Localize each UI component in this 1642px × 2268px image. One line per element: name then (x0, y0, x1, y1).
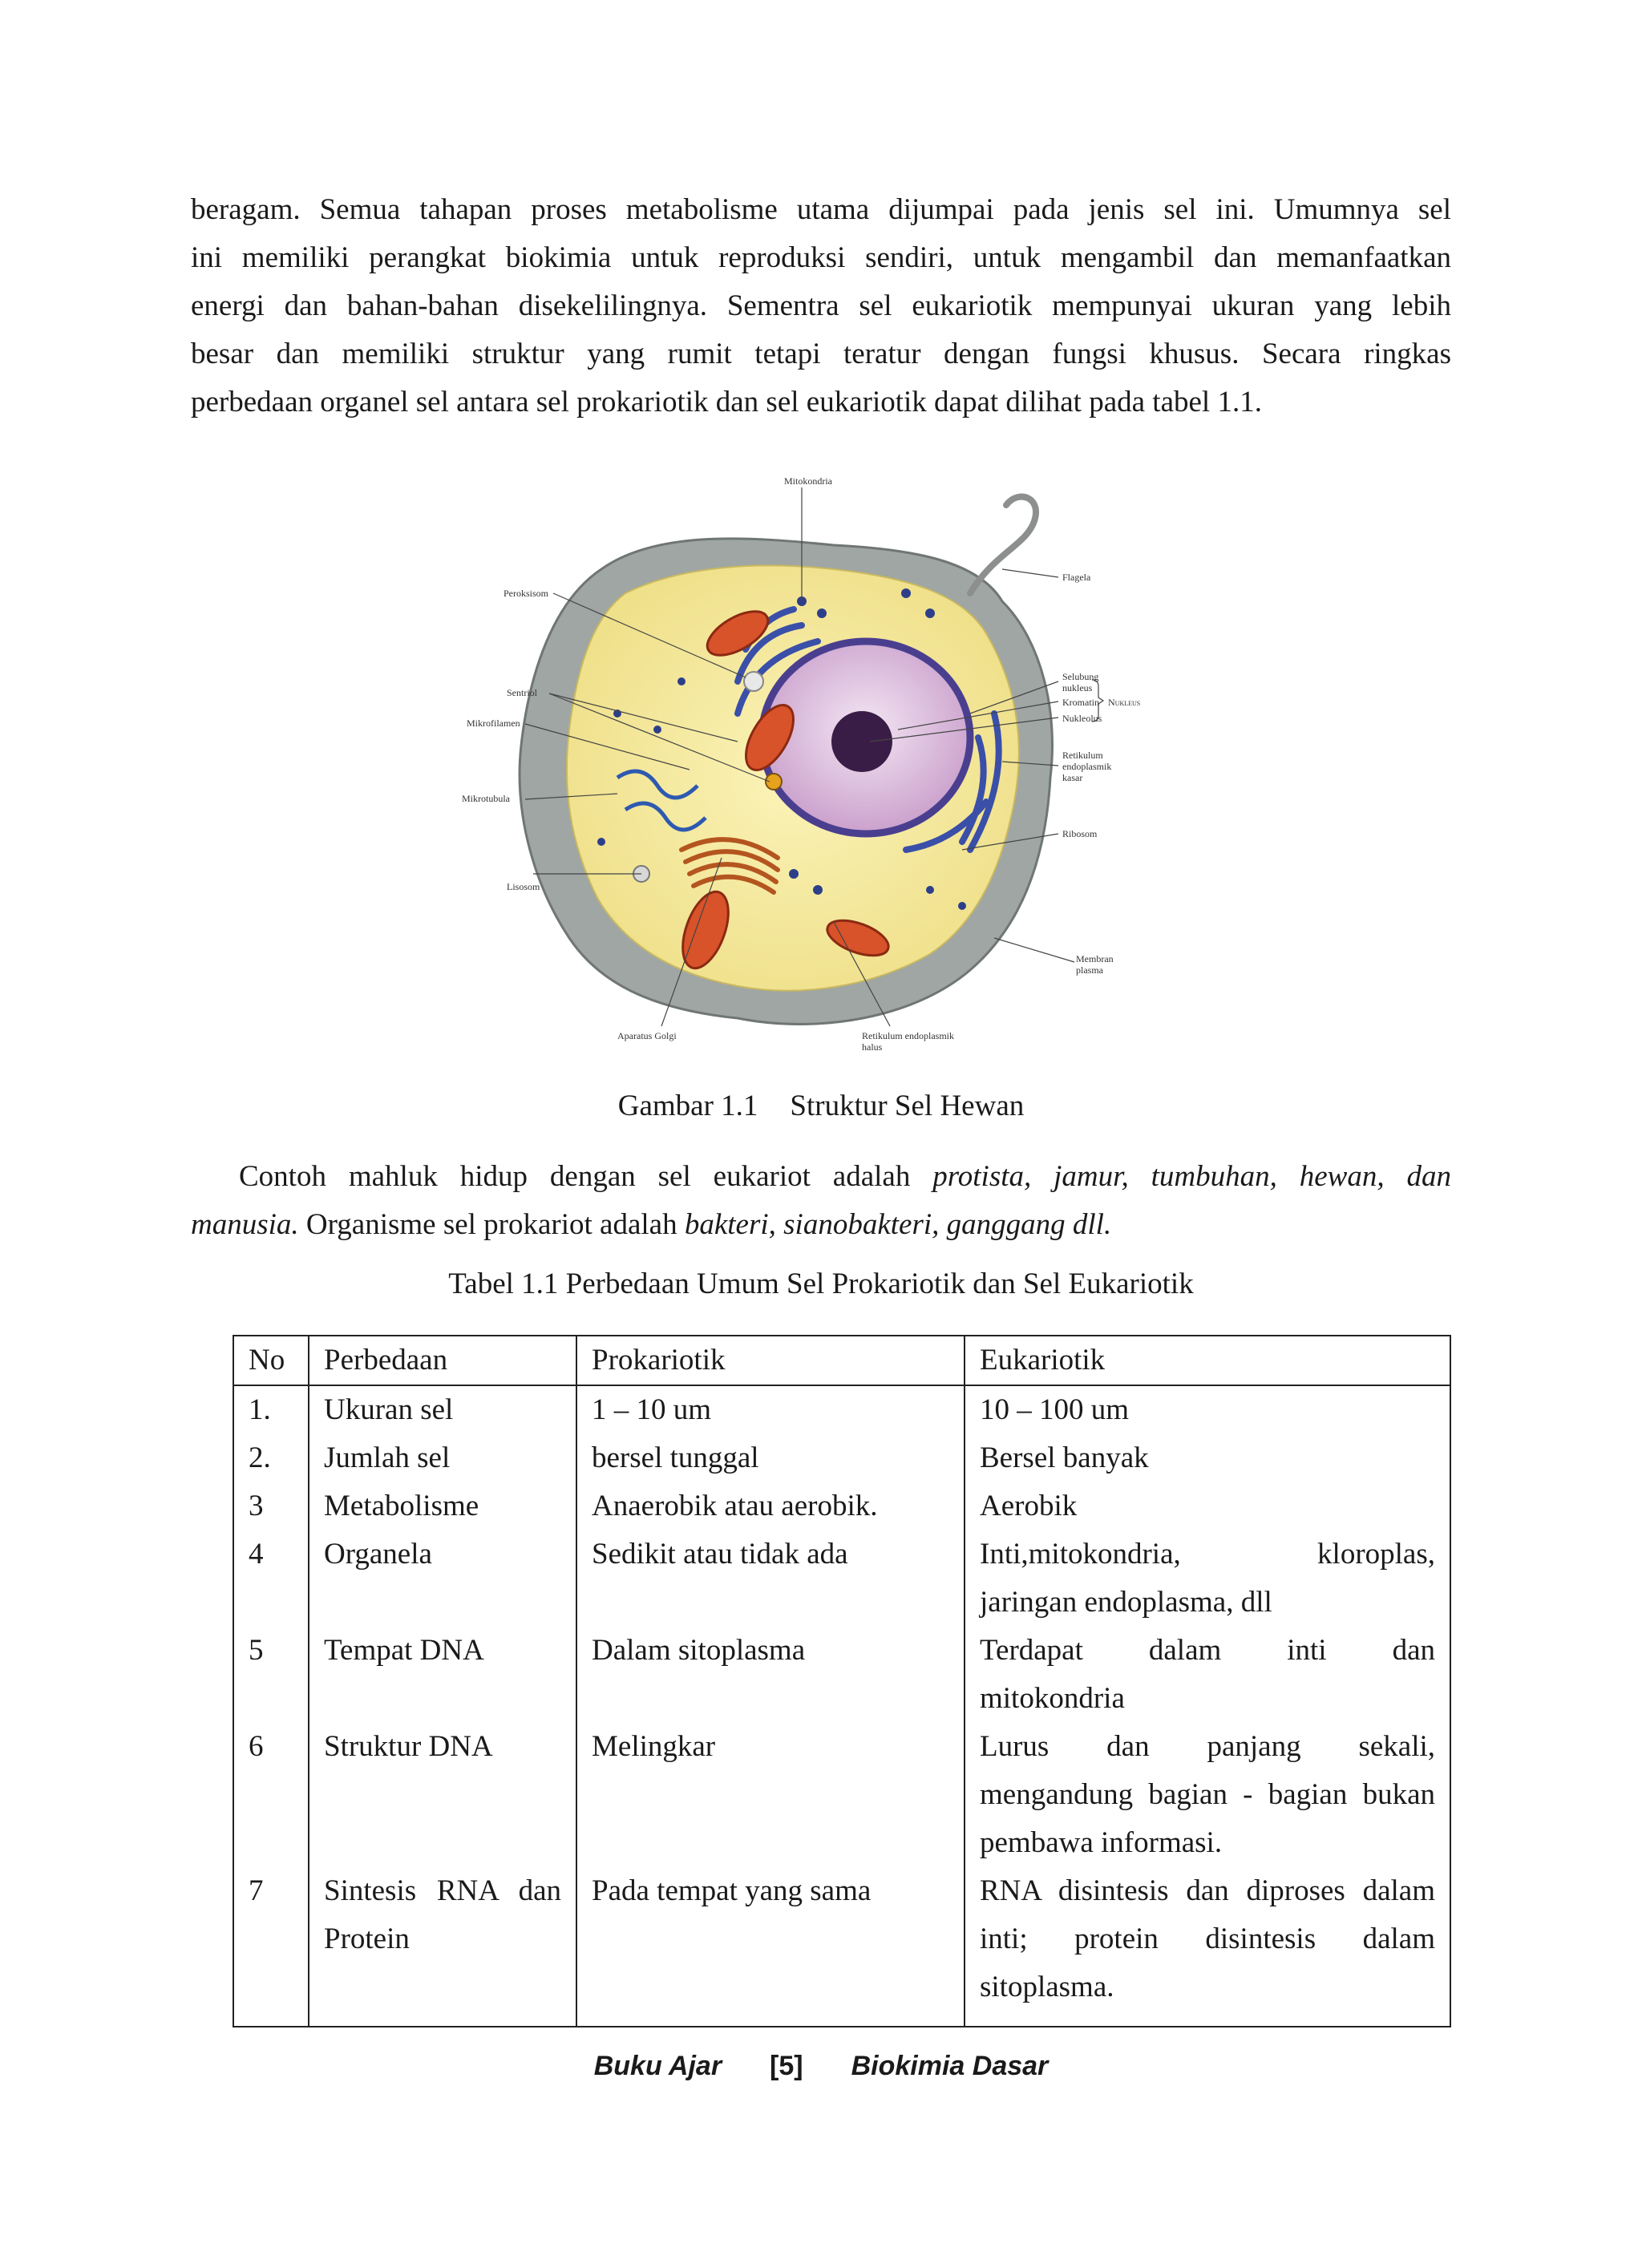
cell-line: inti; protein disintesis dalam (980, 1922, 1435, 1955)
label-peroksisom: Peroksisom (504, 588, 549, 599)
label-retikulum-kasar: Retikulum (1062, 750, 1103, 761)
animal-cell-diagram (417, 473, 1219, 1066)
cell-prokariotik: Anaerobik atau aerobik. (576, 1482, 965, 1530)
table-title: Tabel 1.1 Perbedaan Umum Sel Prokariotik dan Sel Eukariotik (448, 1267, 1194, 1300)
cell-line: Terdapat dalam inti dan (980, 1634, 1435, 1667)
footer-book-title: Buku Ajar (593, 2051, 722, 2081)
col-header-eukariotik: Eukariotik (965, 1336, 1450, 1385)
cell-perbedaan: Struktur DNA (309, 1723, 576, 1867)
table-row (233, 1385, 1450, 1434)
caption-text: Struktur Sel Hewan (790, 1090, 1025, 1122)
flagellum (970, 497, 1036, 593)
table-row (233, 1723, 1450, 1867)
label-flagela: Flagela (1062, 572, 1091, 583)
cell-no: 5 (233, 1627, 309, 1723)
cell-line: mitokondria (980, 1682, 1125, 1715)
cell-eukariotik (965, 1482, 1450, 1530)
page-number: [5] (770, 2051, 803, 2081)
cell-no: 7 (233, 1867, 309, 2027)
cell-no: 3 (233, 1482, 309, 1530)
label-nukleus: Nukleus (1108, 697, 1141, 708)
text-line: besar dan memiliki struktur yang rumit tetapi teratur dengan fungsi khusus. Secara ringkas (191, 338, 1451, 370)
cell-eukariotik (965, 1723, 1450, 1867)
col-header-perbedaan: Perbedaan (309, 1336, 576, 1385)
cell-line: Lurus dan panjang sekali, (980, 1730, 1435, 1763)
label-mikrotubula: Mikrotubula (462, 793, 510, 804)
label-retikulum-kasar-3: kasar (1062, 772, 1083, 783)
table-row (233, 1482, 1450, 1530)
table-body (233, 1385, 1450, 2027)
label-retikulum-halus: Retikulum endoplasmik (862, 1030, 954, 1041)
table-row (233, 1867, 1450, 2027)
cell-line: Protein (324, 1922, 410, 1955)
label-selubung-2: nukleus (1062, 682, 1093, 693)
cell-perbedaan: Metabolisme (309, 1482, 576, 1530)
text-line: perbedaan organel sel antara sel prokariotik dan sel eukariotik dapat dilihat pada tabel 1.1. (191, 386, 1262, 418)
caption-number: Gambar 1.1 (617, 1090, 758, 1122)
text-line: ini memiliki perangkat biokimia untuk reproduksi sendiri, untuk mengambil dan memanfaatkan (191, 241, 1451, 274)
text-line: beragam. Semua tahapan proses metabolisme utama dijumpai pada jenis sel ini. Umumnya sel (191, 193, 1451, 226)
table-row (233, 1434, 1450, 1482)
cell-perbedaan: Ukuran sel (309, 1385, 576, 1434)
cell-perbedaan (309, 1867, 576, 2027)
paragraph-examples (191, 1153, 1451, 1249)
cell-prokariotik: Dalam sitoplasma (576, 1627, 965, 1723)
cell-line: Inti,mitokondria, kloroplas, (980, 1538, 1435, 1571)
label-aparatus-golgi: Aparatus Golgi (617, 1030, 677, 1041)
footer-subject: Biokimia Dasar (851, 2051, 1049, 2081)
label-nukleolus: Nukleolus (1062, 713, 1102, 724)
cell-line: Bersel banyak (980, 1441, 1149, 1474)
label-ribosom: Ribosom (1062, 828, 1098, 839)
cell-no: 4 (233, 1530, 309, 1627)
page-footer (0, 2051, 1642, 2082)
cell-eukariotik (965, 1385, 1450, 1434)
cell-perbedaan: Tempat DNA (309, 1627, 576, 1723)
label-membran: Membran (1076, 953, 1114, 964)
label-mikrofilamen: Mikrofilamen (467, 718, 520, 729)
cell-line: pembawa informasi. (980, 1826, 1223, 1859)
cell-eukariotik (965, 1530, 1450, 1627)
comparison-table (233, 1335, 1451, 2027)
label-lisosom: Lisosom (507, 881, 540, 892)
label-retikulum-kasar-2: endoplasmik (1062, 761, 1112, 772)
cell-eukariotik (965, 1627, 1450, 1723)
table-header-row (233, 1336, 1450, 1385)
cell-line: sitoplasma. (980, 1971, 1114, 2003)
col-header-no: No (233, 1336, 309, 1385)
cell-prokariotik: Sedikit atau tidak ada (576, 1530, 965, 1627)
label-kromatin: Kromatin (1062, 697, 1099, 708)
cell-no: 1. (233, 1385, 309, 1434)
label-sentriol: Sentriol (507, 687, 537, 698)
cell-line: Aerobik (980, 1490, 1078, 1522)
cell-perbedaan: Organela (309, 1530, 576, 1627)
cell-eukariotik (965, 1867, 1450, 2027)
peroxisome (744, 672, 763, 691)
cell-line: RNA disintesis dan diproses dalam (980, 1874, 1435, 1907)
cell-prokariotik: 1 – 10 um (576, 1385, 965, 1434)
cell-prokariotik: Pada tempat yang sama (576, 1867, 965, 2027)
text-line: energi dan bahan-bahan disekelilingnya. Sementra sel eukariotik mempunyai ukuran yang lebih (191, 289, 1451, 322)
cell-line: 10 – 100 um (980, 1393, 1130, 1426)
cell-prokariotik: Melingkar (576, 1723, 965, 1867)
cell-no: 2. (233, 1434, 309, 1482)
label-mitokondria: Mitokondria (784, 475, 832, 487)
cell-line: mengandung bagian - bagian bukan (980, 1778, 1435, 1811)
figure-caption (0, 1089, 1642, 1123)
paragraph-intro (191, 186, 1451, 427)
cell-prokariotik: bersel tunggal (576, 1434, 965, 1482)
cell-eukariotik (965, 1434, 1450, 1482)
cell-line: Sintesis RNA dan (324, 1874, 561, 1907)
cell-perbedaan: Jumlah sel (309, 1434, 576, 1482)
nucleolus (831, 711, 892, 772)
table-row (233, 1530, 1450, 1627)
label-retikulum-halus-2: halus (862, 1041, 883, 1053)
col-header-prokariotik: Prokariotik (576, 1336, 965, 1385)
label-membran-2: plasma (1076, 964, 1103, 976)
centriole (766, 774, 782, 790)
table-row (233, 1627, 1450, 1723)
cell-line: jaringan endoplasma, dll (980, 1586, 1272, 1619)
cell-no: 6 (233, 1723, 309, 1867)
label-selubung: Selubung (1062, 671, 1099, 682)
text-line: manusia. Organisme sel prokariot adalah bakteri, sianobakteri, ganggang dll. (191, 1208, 1112, 1241)
text-line: Contoh mahluk hidup dengan sel eukariot adalah protista, jamur, tumbuhan, hewan, dan (239, 1160, 1451, 1193)
